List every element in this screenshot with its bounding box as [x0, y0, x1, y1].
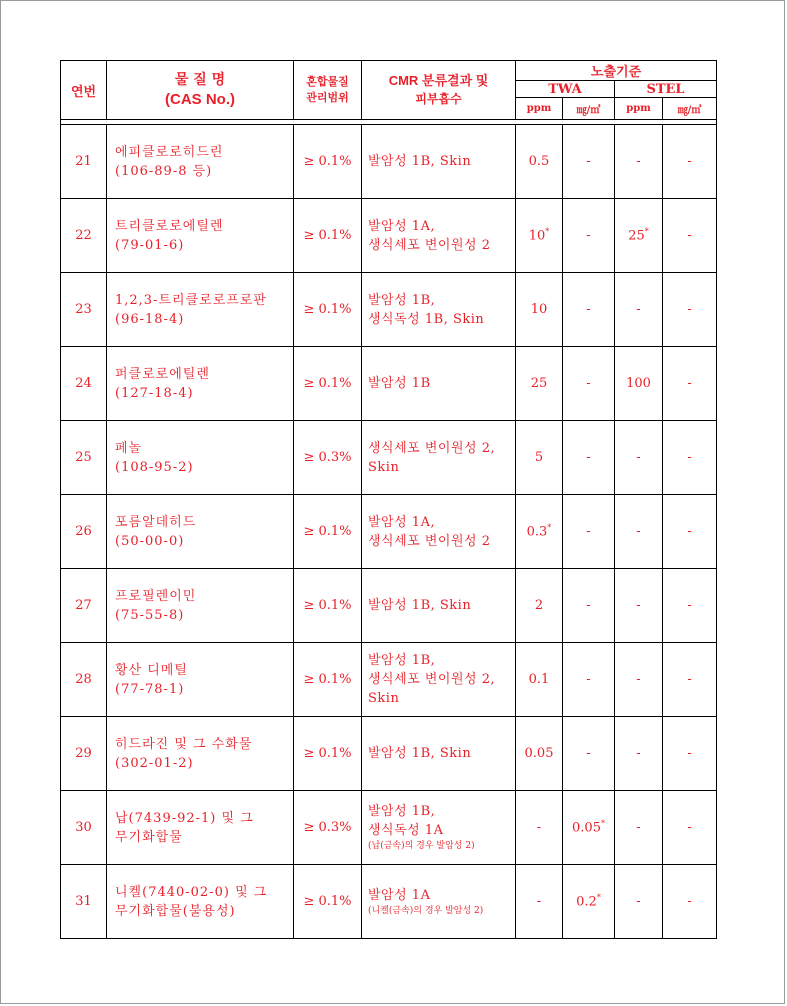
cmr-classification-line: Skin — [368, 691, 400, 706]
substance-name: 프로필렌이민 — [115, 588, 197, 604]
table-row — [61, 569, 717, 643]
header-unit-stel-ppm: ppm — [615, 98, 663, 120]
concentration-range: ≥ 0.1% — [294, 199, 362, 273]
row-number: 23 — [61, 273, 107, 347]
stel-mg-value: - — [663, 791, 717, 865]
twa-mg-value: 0.2* — [563, 865, 615, 939]
cmr-classification-line: 생식독성 1B, Skin — [368, 311, 485, 327]
header-unit-twa-ppm: ppm — [516, 98, 563, 120]
row-number: 21 — [61, 125, 107, 199]
cmr-classification-line: 발암성 1B — [368, 376, 431, 391]
header-name — [107, 61, 294, 120]
cmr-classification-line: 생식세포 변이원성 2 — [368, 533, 491, 549]
substance-name-cell — [107, 791, 294, 865]
substance-cas: (127-18-4) — [115, 385, 194, 401]
header-stel: STEL — [615, 81, 717, 98]
cmr-classification-line: 발암성 1B, Skin — [368, 154, 472, 169]
row-number: 30 — [61, 791, 107, 865]
cmr-note: (니켈(금속)의 경우 발암성 2) — [368, 905, 484, 916]
header-cas-label: (CAS No.) — [165, 91, 235, 108]
stel-ppm-value: - — [615, 421, 663, 495]
stel-ppm-value: - — [615, 643, 663, 717]
twa-ppm-value: 10 — [516, 273, 563, 347]
header-twa: TWA — [516, 81, 615, 98]
substance-name-cell — [107, 273, 294, 347]
twa-ppm-value: 0.1 — [516, 643, 563, 717]
stel-ppm-value: - — [615, 865, 663, 939]
header-concentration — [294, 61, 362, 120]
concentration-range: ≥ 0.1% — [294, 865, 362, 939]
twa-ppm-value: - — [516, 791, 563, 865]
twa-mg-value: - — [563, 273, 615, 347]
header-no: 연번 — [61, 61, 107, 120]
table-row — [61, 791, 717, 865]
substance-cas: (302-01-2) — [115, 755, 194, 771]
concentration-range: ≥ 0.1% — [294, 495, 362, 569]
concentration-range: ≥ 0.3% — [294, 421, 362, 495]
substance-cas: 무기화합물 — [115, 829, 183, 845]
concentration-range: ≥ 0.1% — [294, 717, 362, 791]
header-conc-line2: 관리범위 — [306, 91, 349, 104]
substance-cas: (75-55-8) — [115, 607, 185, 623]
twa-ppm-value: 25 — [516, 347, 563, 421]
concentration-range: ≥ 0.1% — [294, 125, 362, 199]
cmr-classification-line: 발암성 1B, — [368, 804, 436, 819]
stel-ppm-value: 100 — [615, 347, 663, 421]
row-number: 28 — [61, 643, 107, 717]
cmr-classification-line: 생식세포 변이원성 2 — [368, 237, 491, 253]
row-number: 26 — [61, 495, 107, 569]
substance-name-cell — [107, 199, 294, 273]
cmr-classification-line: 발암성 1A — [368, 887, 431, 903]
stel-mg-value: - — [663, 865, 717, 939]
substance-name-cell — [107, 717, 294, 791]
header-conc-line1: 혼합물질 — [306, 75, 349, 88]
cmr-classification-line: 생식세포 변이원성 2, — [368, 672, 496, 687]
cmr-classification-line: 발암성 1B, — [368, 292, 436, 308]
cmr-classification-cell — [362, 125, 516, 199]
substance-name: 히드라진 및 그 수화물 — [115, 736, 253, 752]
cmr-classification-cell — [362, 643, 516, 717]
twa-ppm-value: 0.3* — [516, 495, 563, 569]
row-number: 29 — [61, 717, 107, 791]
twa-mg-value: - — [563, 495, 615, 569]
twa-mg-value: - — [563, 347, 615, 421]
twa-mg-value: - — [563, 199, 615, 273]
stel-ppm-value: - — [615, 569, 663, 643]
stel-mg-value: - — [663, 643, 717, 717]
cmr-classification-line: 발암성 1B, — [368, 653, 436, 668]
table-row — [61, 717, 717, 791]
cmr-classification-line: 발암성 1A, — [368, 514, 436, 530]
substance-name-cell — [107, 347, 294, 421]
substance-name: 납(7439-92-1) 및 그 — [115, 810, 254, 826]
concentration-range: ≥ 0.3% — [294, 791, 362, 865]
substance-cas: (106-89-8 등) — [115, 163, 213, 179]
header-exposure: 노출기준 — [516, 61, 717, 81]
substance-name-cell — [107, 865, 294, 939]
header-name-label: 물 질 명 — [174, 72, 226, 88]
twa-ppm-value: 5 — [516, 421, 563, 495]
cmr-classification-cell — [362, 199, 516, 273]
concentration-range: ≥ 0.1% — [294, 273, 362, 347]
concentration-range: ≥ 0.1% — [294, 569, 362, 643]
substance-name-cell — [107, 643, 294, 717]
stel-ppm-value: - — [615, 495, 663, 569]
cmr-classification-line: 생식독성 1A — [368, 823, 444, 838]
row-number: 25 — [61, 421, 107, 495]
footnote-marker: * — [547, 523, 552, 533]
stel-ppm-value: 25* — [615, 199, 663, 273]
substance-name: 니켈(7440-02-0) 및 그 — [115, 884, 268, 900]
table-row — [61, 199, 717, 273]
cmr-classification-cell — [362, 569, 516, 643]
stel-mg-value: - — [663, 717, 717, 791]
table-row — [61, 643, 717, 717]
header-unit-twa-mg: ㎎/㎥ — [563, 98, 615, 120]
cmr-classification-cell — [362, 495, 516, 569]
cmr-classification-cell — [362, 865, 516, 939]
twa-ppm-value: 2 — [516, 569, 563, 643]
table-row — [61, 865, 717, 939]
concentration-range: ≥ 0.1% — [294, 347, 362, 421]
table-row — [61, 347, 717, 421]
substance-name: 트리클로로에틸렌 — [115, 218, 224, 234]
header-cmr-line1: CMR 분류결과 및 — [388, 73, 489, 88]
substance-cas: (50-00-0) — [115, 533, 185, 549]
substance-cas: 무기화합물(불용성) — [115, 903, 236, 919]
cmr-classification-line: Skin — [368, 459, 400, 475]
cmr-classification-line: 발암성 1A, — [368, 218, 436, 234]
stel-mg-value: - — [663, 421, 717, 495]
header-cmr — [362, 61, 516, 120]
table-row — [61, 495, 717, 569]
table-row — [61, 125, 717, 199]
footnote-marker: * — [596, 893, 601, 903]
substance-name: 퍼클로로에틸렌 — [115, 366, 210, 382]
substance-name-cell — [107, 495, 294, 569]
cmr-note: (납(금속)의 경우 발암성 2) — [368, 841, 475, 851]
stel-ppm-value: - — [615, 273, 663, 347]
footnote-marker: * — [644, 227, 649, 237]
twa-mg-value: - — [563, 569, 615, 643]
twa-mg-value: - — [563, 125, 615, 199]
stel-mg-value: - — [663, 347, 717, 421]
substance-name-cell — [107, 421, 294, 495]
substance-name: 1,2,3-트리클로로프로판 — [115, 292, 267, 308]
substance-name-cell — [107, 569, 294, 643]
stel-mg-value: - — [663, 273, 717, 347]
twa-ppm-value: - — [516, 865, 563, 939]
stel-ppm-value: - — [615, 791, 663, 865]
twa-mg-value: 0.05* — [563, 791, 615, 865]
table-row — [61, 273, 717, 347]
twa-mg-value: - — [563, 717, 615, 791]
substance-cas: (77-78-1) — [115, 681, 185, 697]
cmr-classification-cell — [362, 791, 516, 865]
substance-name: 황산 디메틸 — [115, 662, 188, 678]
cmr-classification-line: 발암성 1B, Skin — [368, 746, 472, 761]
row-number: 31 — [61, 865, 107, 939]
cmr-classification-cell — [362, 273, 516, 347]
stel-ppm-value: - — [615, 125, 663, 199]
table-row — [61, 421, 717, 495]
cmr-classification-line: 발암성 1B, Skin — [368, 598, 472, 613]
substance-cas: (96-18-4) — [115, 311, 185, 327]
cmr-classification-cell — [362, 717, 516, 791]
row-number: 22 — [61, 199, 107, 273]
twa-ppm-value: 0.05 — [516, 717, 563, 791]
row-number: 24 — [61, 347, 107, 421]
concentration-range: ≥ 0.1% — [294, 643, 362, 717]
twa-ppm-value: 0.5 — [516, 125, 563, 199]
cmr-classification-cell — [362, 347, 516, 421]
substance-name-cell — [107, 125, 294, 199]
footnote-marker: * — [545, 227, 550, 237]
footnote-marker: * — [600, 819, 605, 829]
stel-ppm-value: - — [615, 717, 663, 791]
substance-name: 포름알데히드 — [115, 514, 197, 530]
stel-mg-value: - — [663, 495, 717, 569]
substance-cas: (108-95-2) — [115, 459, 194, 475]
cmr-classification-cell — [362, 421, 516, 495]
stel-mg-value: - — [663, 125, 717, 199]
substance-name: 에피클로로히드린 — [115, 144, 224, 160]
cmr-classification-line: 생식세포 변이원성 2, — [368, 440, 496, 456]
header-unit-stel-mg: ㎎/㎥ — [663, 98, 717, 120]
twa-mg-value: - — [563, 421, 615, 495]
substance-name: 페놀 — [115, 440, 143, 456]
cmr-substance-table — [60, 60, 717, 939]
stel-mg-value: - — [663, 199, 717, 273]
header-cmr-line2: 피부흡수 — [415, 92, 462, 106]
stel-mg-value: - — [663, 569, 717, 643]
twa-mg-value: - — [563, 643, 615, 717]
twa-ppm-value: 10* — [516, 199, 563, 273]
substance-cas: (79-01-6) — [115, 237, 185, 253]
row-number: 27 — [61, 569, 107, 643]
